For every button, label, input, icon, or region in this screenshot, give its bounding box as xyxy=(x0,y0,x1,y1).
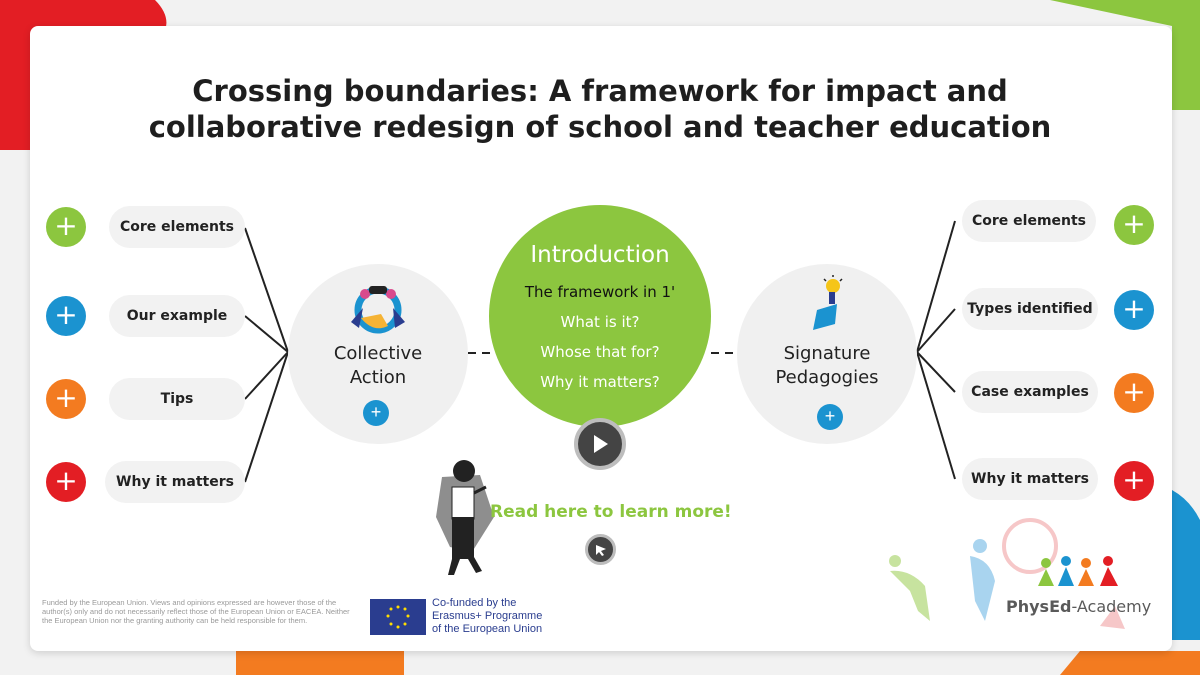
link-whose-that-for[interactable]: Whose that for? xyxy=(540,343,660,361)
plus-button-core-elements-right[interactable] xyxy=(1114,205,1154,245)
node-label-line1: Signature xyxy=(783,343,871,364)
introduction-node[interactable] xyxy=(489,205,711,427)
physed-logo-figures xyxy=(870,511,1170,651)
pill-core-elements-left[interactable]: Core elements xyxy=(109,206,245,248)
pill-our-example[interactable]: Our example xyxy=(109,295,245,337)
eu-stars-icon xyxy=(370,599,426,635)
pill-core-elements-right[interactable]: Core elements xyxy=(962,200,1096,242)
link-framework-in-1[interactable]: The framework in 1' xyxy=(524,283,676,301)
plus-button-types-identified[interactable] xyxy=(1114,290,1154,330)
pill-case-examples[interactable]: Case examples xyxy=(962,371,1098,413)
read-more-link[interactable]: Read here to learn more! xyxy=(490,502,732,522)
plus-icon: + xyxy=(824,406,836,426)
brand-part-2: -Academy xyxy=(1071,597,1152,616)
node-label-line1: Collective xyxy=(333,343,423,364)
erasmus-text-line: of the European Union xyxy=(432,623,543,635)
node-label-line2: Action xyxy=(349,367,407,388)
plus-icon: + xyxy=(54,380,78,414)
plus-button-why-it-matters-right[interactable] xyxy=(1114,461,1154,501)
title-line-1: Crossing boundaries: A framework for impact and xyxy=(192,74,1008,108)
node-label-line2: Pedagogies xyxy=(775,367,879,388)
link-what-is-it[interactable]: What is it? xyxy=(560,313,640,331)
brand-part-1: PhysEd xyxy=(1006,597,1072,616)
plus-icon: + xyxy=(1122,462,1146,496)
people-circle-icon xyxy=(343,278,413,338)
erasmus-text xyxy=(432,597,562,636)
plus-icon: + xyxy=(54,463,78,497)
funding-disclaimer: Funded by the European Union. Views and opinions expressed are however those of the author(s) only and do not necessarily reflect those of the European Union or EACEA. Neither the European Union nor the granting authority can be held responsible for them. xyxy=(42,598,350,625)
eu-flag-logo xyxy=(370,599,426,635)
collective-action-plus-button[interactable] xyxy=(363,400,389,426)
plus-button-tips[interactable] xyxy=(46,379,86,419)
signature-pedagogies-plus-button[interactable] xyxy=(817,404,843,430)
plus-icon: + xyxy=(370,402,382,422)
collective-action-node[interactable] xyxy=(288,264,468,444)
pill-why-it-matters-left[interactable]: Why it matters xyxy=(105,461,245,503)
erasmus-text-line: Erasmus+ Programme xyxy=(432,610,543,622)
pill-tips[interactable]: Tips xyxy=(109,378,245,420)
cursor-button[interactable] xyxy=(585,534,616,565)
introduction-title: Introduction xyxy=(530,242,670,268)
pointer-cursor-icon xyxy=(594,543,608,557)
signature-pedagogies-node[interactable] xyxy=(737,264,917,444)
plus-button-our-example[interactable] xyxy=(46,296,86,336)
plus-icon: + xyxy=(1122,291,1146,325)
plus-icon: + xyxy=(54,208,78,242)
physed-academy-logo xyxy=(1006,597,1151,616)
plus-icon: + xyxy=(1122,374,1146,408)
link-why-it-matters[interactable]: Why it matters? xyxy=(540,373,660,391)
plus-icon: + xyxy=(54,297,78,331)
pill-types-identified[interactable]: Types identified xyxy=(962,288,1098,330)
page-title xyxy=(0,73,1200,145)
plus-icon: + xyxy=(1122,206,1146,240)
play-button[interactable] xyxy=(574,418,626,470)
title-line-2: collaborative redesign of school and teacher education xyxy=(148,110,1052,144)
plus-button-core-elements-left[interactable] xyxy=(46,207,86,247)
erasmus-text-line: Co-funded by the xyxy=(432,597,517,609)
lightbulb-hand-icon xyxy=(807,274,847,334)
plus-button-case-examples[interactable] xyxy=(1114,373,1154,413)
play-icon xyxy=(591,434,609,454)
pill-why-it-matters-right[interactable]: Why it matters xyxy=(962,458,1098,500)
plus-button-why-it-matters-left[interactable] xyxy=(46,462,86,502)
